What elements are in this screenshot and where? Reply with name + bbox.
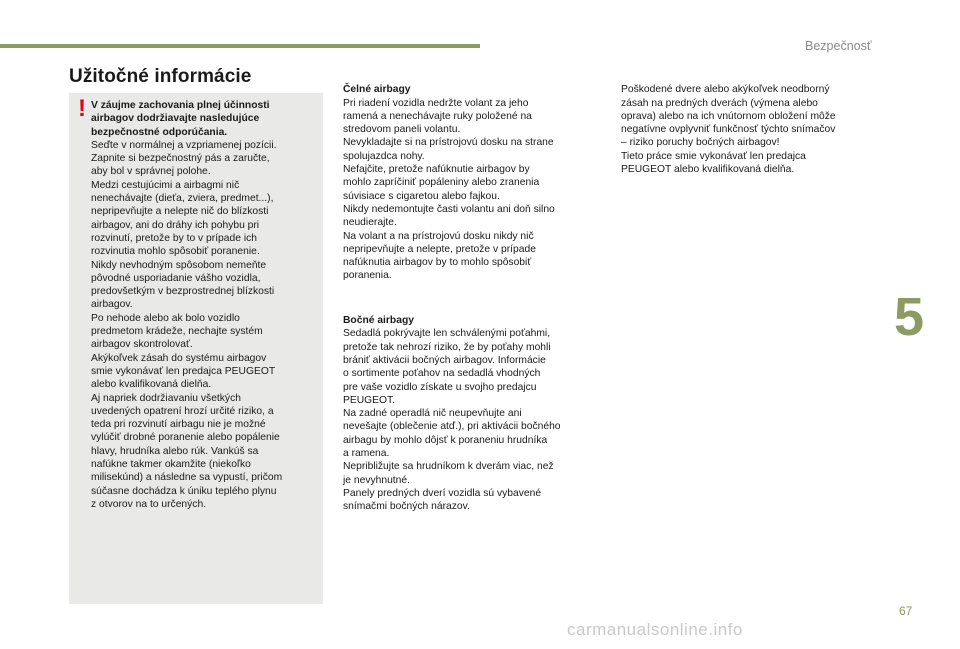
side-airbags-text: Sedadlá pokrývajte len schválenými poťahmi, pretože tak nehrozí riziko, že by poťahy mohli brániť aktivácii bočných airbagov. Informácie o sortimente poťahov na sedadlá vhodných pre vaše vozidlo získate u svojho predajcu PEUGEOT. Na zadné operadlá nič neupevňujte ani nevešajte (oblečenie atď.), pri aktivácii bočného airbagu by mohlo dôjsť k poraneniu hrudníka a ramena. Nepribližujte sa hrudníkom k dverám viac, než je nevyhnutné. Panely predných dverí vozidla sú vybavené snímačmi bočných nárazov.	[343, 328, 561, 513]
side-airbags-heading: Bočné airbagy	[343, 315, 414, 327]
front-airbags-text: Pri riadení vozidla nedržte volant za jeho ramená a nenechávajte ruky položené na stredovom paneli volantu. Nevykladajte si na prístrojovú dosku na strane spolujazdca nohy. Nefajčite, pretože nafúknutie airbagov by mohlo zapríčiniť popáleniny alebo zranenia súvisiace s cigaretou alebo fajkou. Nikdy nedemontujte časti volantu ani doň silno neudierajte. Na volant a na prístrojovú dosku nikdy nič nepripevňujte a nelepte, pretože v prípade nafúknutia airbagov by to mohlo spôsobiť poranenia.	[343, 97, 555, 282]
spacer	[343, 283, 605, 301]
page-number: 67	[899, 604, 913, 618]
column-sensors	[621, 70, 881, 176]
watermark: carmanualsonline.info	[567, 620, 743, 639]
sensors-text: Poškodené dvere alebo akýkoľvek neodborný zásah na predných dverách (výmena alebo oprava) alebo na ich vnútornom obložení môže negatívne ovplyvniť funkčnosť týchto snímačov – riziko poruchy bočných airbagov! Tieto práce smie vykonávať len predajca PEUGEOT alebo kvalifikovaná dielňa.	[621, 84, 836, 176]
chapter-number: 5	[893, 287, 925, 347]
warning-body: Seďte v normálnej a vzpriamenej pozícii. Zapnite si bezpečnostný pás a zaručte, aby bol v správnej polohe. Medzi cestujúcimi a airbagmi nič nenechávajte (dieťa, zviera, predmet...), nepripevňujte a nelepte nič do blízkosti airbagov, ani do dráhy ich pohybu pri rozvinutí, pretože by to v prípade ich rozvinutia mohlo spôsobiť poranenie. Nikdy nevhodným spôsobom nemeňte pôvodné usporiadanie vášho vozidla, predovšetkým v bezprostrednej blízkosti airbagov. Po nehode alebo ak bolo vozidlo predmetom krádeže, nechajte systém airbagov skontrolovať. Akýkoľvek zásah do systému airbagov smie vykonávať len predajca PEUGEOT alebo kvalifikovaná dielňa. Aj napriek dodržiavaniu všetkých uvedených opatrení hrozí určité riziko, a teda pri rozvinutí airbagu nie je možné vylúčiť drobné poranenie alebo popálenie hlavy, hrudníka alebo rúk. Vankúš sa nafúkne takmer okamžite (niekoľko milisekúnd) a následne sa vypustí, pričom súčasne dochádza k úniku teplého plynu z otvorov na to určených.	[91, 139, 283, 510]
section-label: Bezpečnosť	[805, 39, 872, 53]
front-airbags-heading: Čelné airbagy	[343, 84, 411, 96]
header-rule	[0, 44, 480, 48]
column-airbags	[343, 70, 605, 514]
warning-exclamation-icon: !	[78, 95, 86, 122]
warning-text	[91, 99, 317, 511]
warning-bold-intro: V záujme zachovania plnej účinnosti airbagov dodržiavajte nasledujúce bezpečnostné odporúčania.	[91, 100, 270, 138]
warning-box	[69, 93, 323, 604]
page-title: Užitočné informácie	[69, 66, 252, 87]
